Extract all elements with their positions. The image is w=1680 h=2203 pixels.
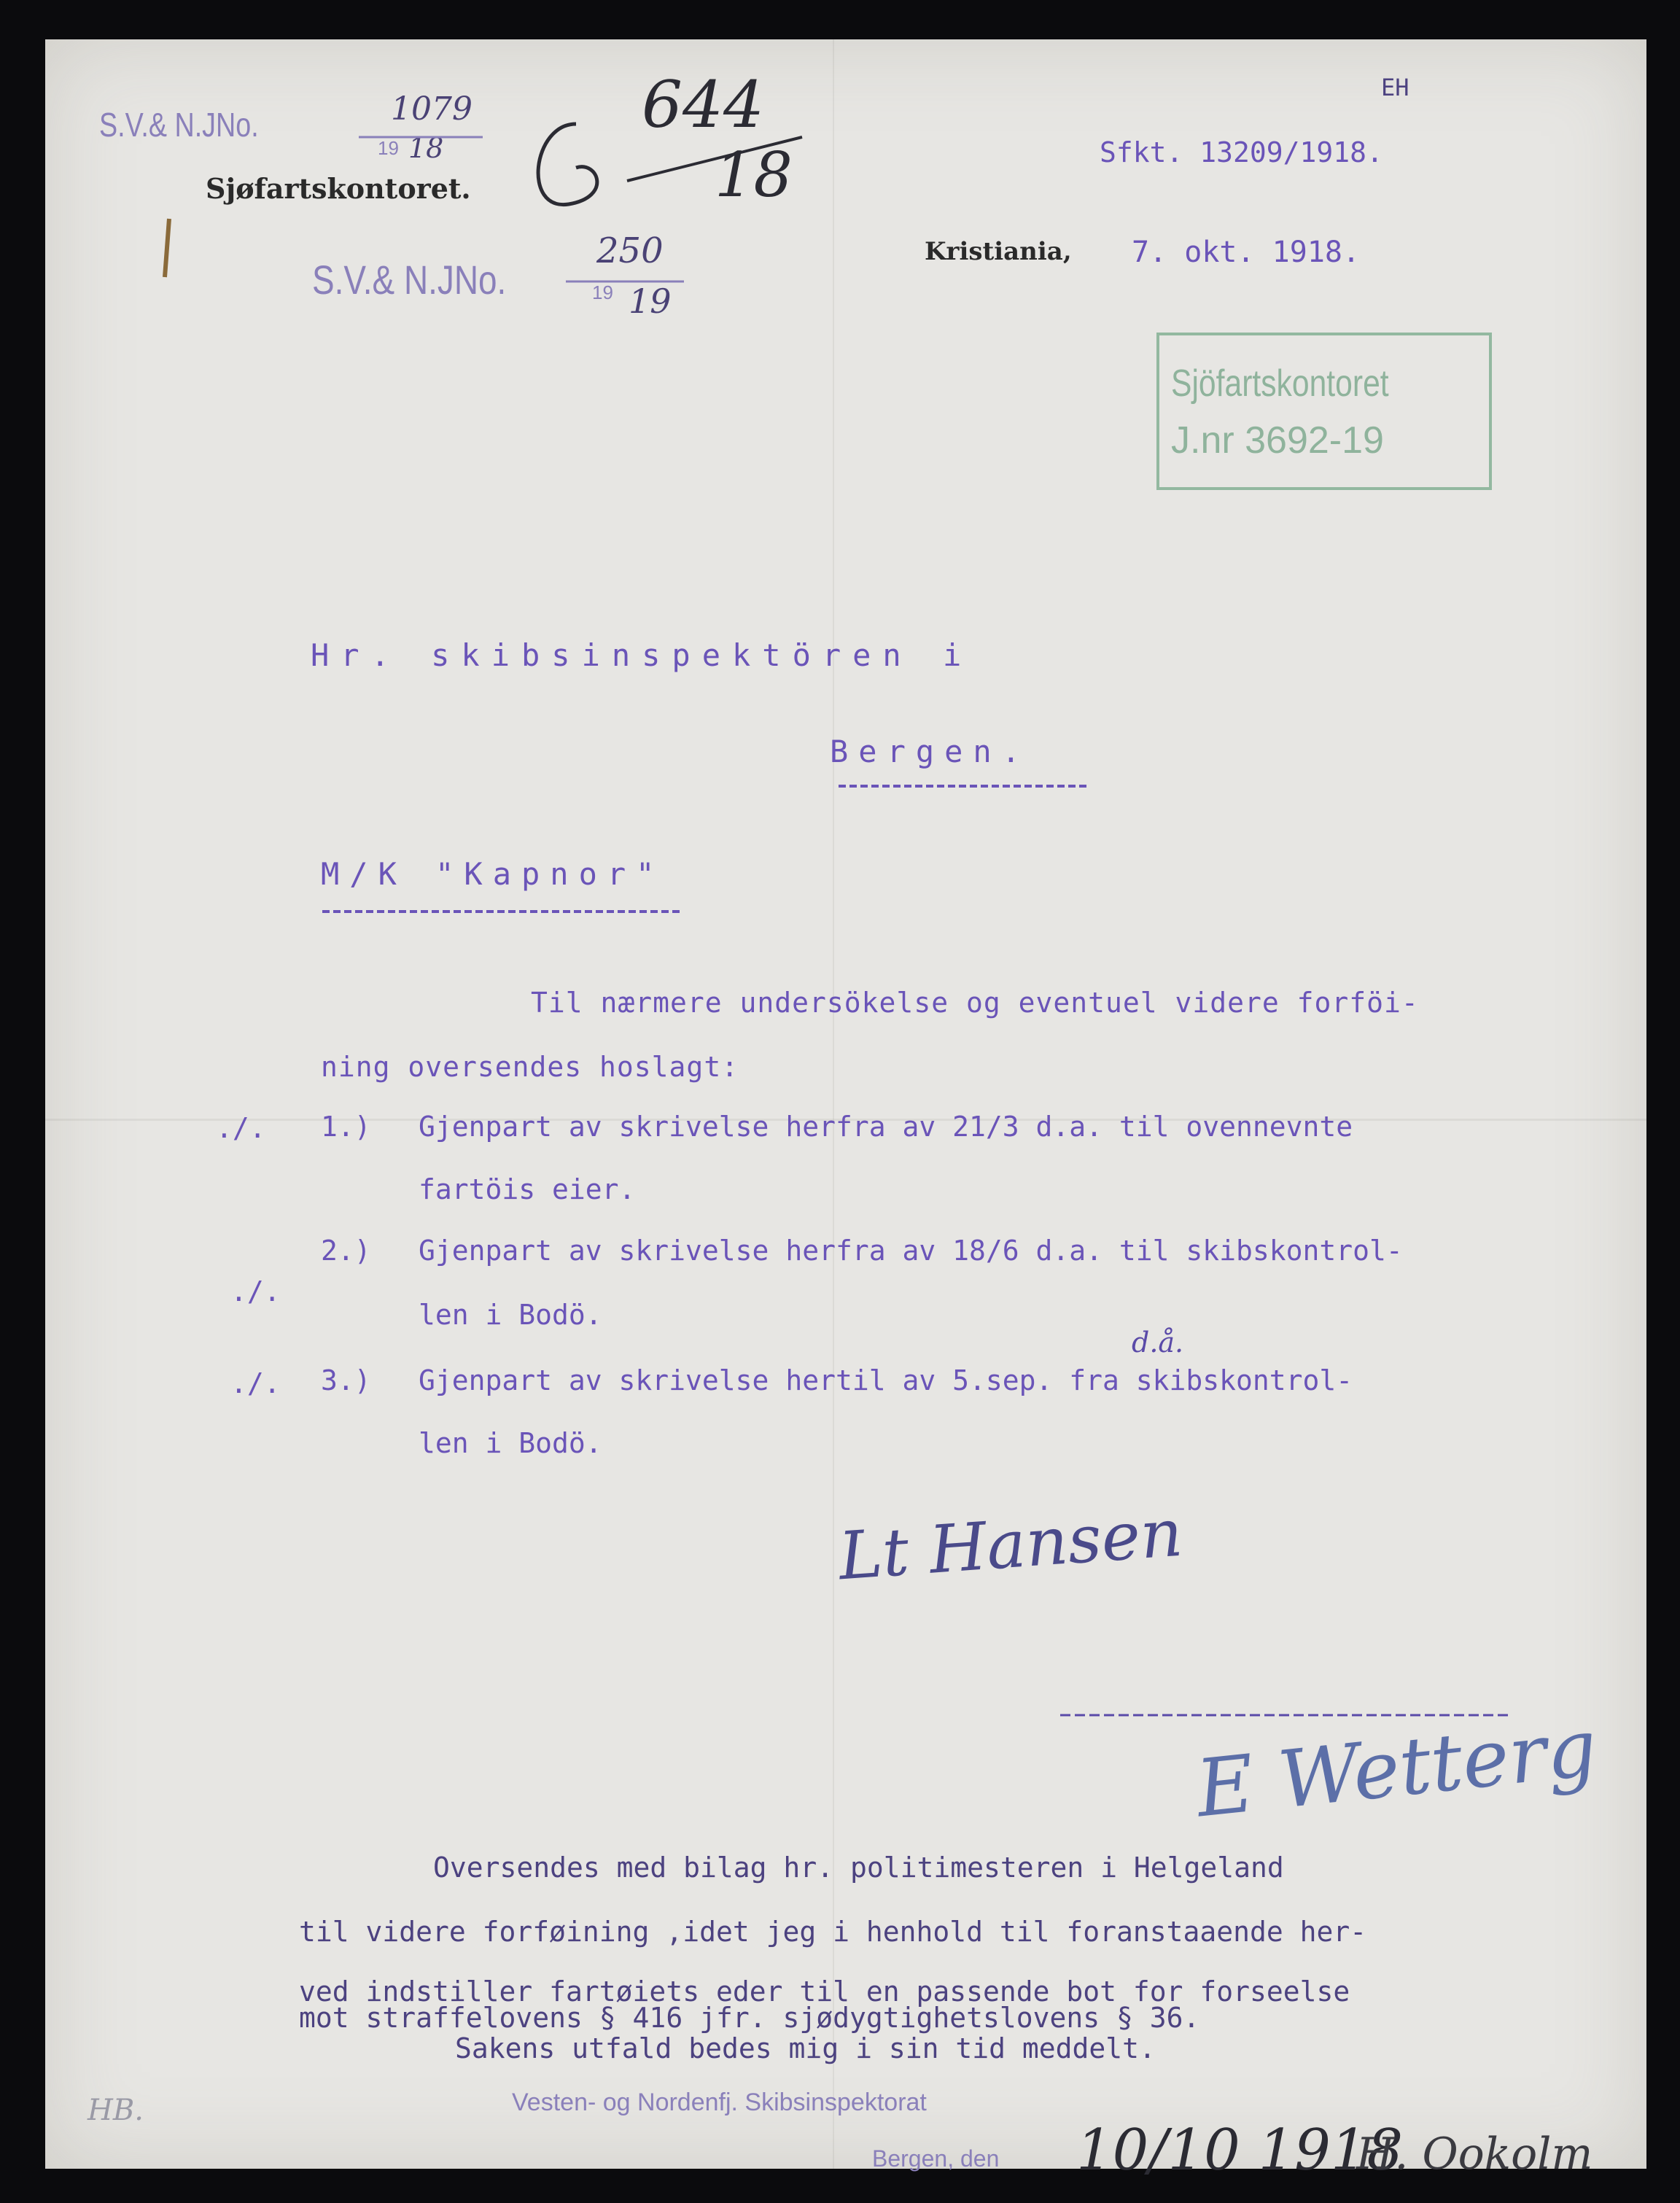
enclosure-number: 2.) <box>321 1235 371 1267</box>
journal-stamp-2-year-b: 19 <box>629 281 672 321</box>
journal-stamp-1-prefix: S.V.& N.JNo. <box>99 106 259 144</box>
signature-2: E Wetterg <box>1191 1702 1601 1835</box>
journal-stamp-2-prefix: S.V.& N.JNo. <box>312 257 507 303</box>
forwarding-line-4: mot straffelovens § 416 jfr. sjødygtighetslovens § 36. <box>299 2002 1200 2034</box>
enclosure-line-2: len i Bodö. <box>419 1299 602 1331</box>
green-stamp-line-1: Sjöfartskontoret <box>1171 362 1389 405</box>
journal-stamp-1-number: 1079 <box>391 90 472 128</box>
forwarding-line-3: ved indstiller fartøiets eder til en passende bot for forseelse <box>299 1975 1350 2008</box>
enclosure-marker: ./. <box>230 1367 281 1399</box>
forwarding-line-1: Oversendes med bilag hr. politimesteren i Helgeland <box>433 1852 1284 1884</box>
journal-stamp-1-year-a: 19 <box>378 137 399 159</box>
journal-stamp-2-year-a: 19 <box>592 281 613 303</box>
signature-1: Lt Hansen <box>836 1494 1186 1596</box>
place: Kristiania, <box>925 237 1072 266</box>
reference-number: 644 <box>642 67 764 142</box>
intro-line-2: ning oversendes hoslagt: <box>321 1051 739 1083</box>
enclosure-number: 3.) <box>321 1364 371 1396</box>
enclosure-marker: ./. <box>216 1112 266 1144</box>
enclosure-line-1: Gjenpart av skrivelse herfra av 21/3 d.a. til ovennevnte <box>419 1111 1353 1143</box>
footer-place: Bergen, den <box>872 2145 1000 2172</box>
reference-section-sign <box>538 124 597 205</box>
enclosure-number: 1.) <box>321 1111 371 1143</box>
journal-stamp-2-number: 250 <box>596 230 664 271</box>
footer-signature: H. Ookolm <box>1356 2129 1593 2180</box>
office-stamp: Sjøfartskontoret. <box>206 172 471 205</box>
reference-sub: 18 <box>715 139 793 211</box>
intro-line-1: Til nærmere undersökelse og eventuel videre forföi- <box>531 987 1419 1019</box>
vessel-name: M/K "Kapnor" <box>321 856 665 892</box>
rust-mark <box>165 219 169 277</box>
city: Bergen. <box>830 734 1031 769</box>
enclosure-line-1: Gjenpart av skrivelse herfra av 18/6 d.a. til skibskontrol- <box>419 1235 1403 1267</box>
corner-mark: HB. <box>88 2094 144 2127</box>
enclosure-marker: ./. <box>230 1275 281 1308</box>
date: 7. okt. 1918. <box>1132 236 1361 269</box>
forwarding-line-5: Sakens utfald bedes mig i sin tid meddelt. <box>455 2032 1156 2064</box>
footer-date: 10/10 1918 <box>1076 2118 1404 2183</box>
enclosure-line-2: fartöis eier. <box>419 1173 636 1205</box>
addressee: Hr. skibsinspektören i <box>311 637 973 673</box>
enclosure-line-1: Gjenpart av skrivelse hertil av 5.sep. fra skibskontrol- <box>419 1364 1353 1396</box>
enclosure-line-2: len i Bodö. <box>419 1427 602 1459</box>
sfkt-reference: Sfkt. 13209/1918. <box>1100 136 1383 168</box>
header-mark: EH <box>1381 74 1409 101</box>
inserted-text: d.å. <box>1132 1326 1184 1359</box>
forwarding-line-2: til videre forføining ,idet jeg i henhold til foranstaaende her- <box>299 1916 1367 1948</box>
journal-stamp-1-year-b: 18 <box>408 132 444 164</box>
green-stamp-line-2: J.nr 3692-19 <box>1171 419 1384 462</box>
reference-fraction-stroke <box>627 137 802 181</box>
inspectorate-stamp: Vesten- og Nordenfj. Skibsinspektorat <box>512 2089 927 2116</box>
